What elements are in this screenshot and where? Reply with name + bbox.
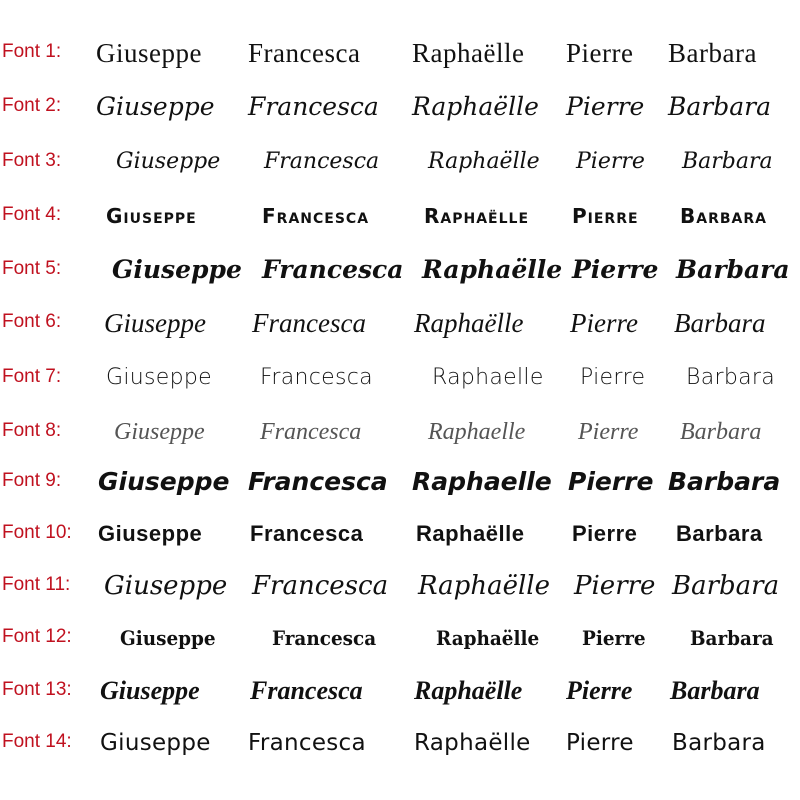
sample-name: Raphaëlle xyxy=(428,149,540,174)
sample-name: Raphaëlle xyxy=(418,571,550,601)
sample-name: Giuseppe xyxy=(96,92,215,121)
sample-name: Giuseppe xyxy=(100,676,200,705)
sample-name: Pierre xyxy=(572,255,659,284)
sample-name: Pierre xyxy=(566,92,645,121)
font-row-12 xyxy=(0,618,800,658)
sample-name: Raphaëlle xyxy=(412,38,525,68)
font-label: Font 1: xyxy=(2,41,62,62)
font-label: Font 9: xyxy=(2,470,62,491)
font-label: Font 13: xyxy=(2,679,72,700)
font-row-8 xyxy=(0,412,800,452)
sample-name: Raphaëlle xyxy=(414,308,524,338)
sample-name: Barbara xyxy=(682,149,773,174)
sample-name: Raphaëlle xyxy=(416,521,525,546)
sample-name: Raphaëlle xyxy=(422,255,563,284)
sample-name: Francesca xyxy=(248,467,388,496)
font-label: Font 10: xyxy=(2,522,72,543)
sample-name: Raphaelle xyxy=(428,419,526,445)
sample-name: Barbara xyxy=(680,419,762,445)
sample-name: Raphaelle xyxy=(412,467,552,496)
font-label: Font 6: xyxy=(2,311,62,332)
font-row-3 xyxy=(0,142,800,182)
sample-name: Barbara xyxy=(680,204,767,228)
sample-name: Barbara xyxy=(668,38,757,68)
font-label: Font 4: xyxy=(2,204,62,225)
sample-name: Giuseppe xyxy=(104,571,228,601)
sample-name: Pierre xyxy=(576,149,645,174)
font-row-6 xyxy=(0,303,800,343)
sample-name: Giuseppe xyxy=(96,38,202,68)
sample-name: Francesca xyxy=(252,308,366,338)
sample-name: Barbara xyxy=(674,308,766,338)
sample-name: Pierre xyxy=(570,308,638,338)
font-label: Font 7: xyxy=(2,366,62,387)
font-label: Font 14: xyxy=(2,731,72,752)
sample-name: Giuseppe xyxy=(114,419,205,445)
sample-name: Raphaëlle xyxy=(414,676,523,705)
sample-name: Francesca xyxy=(248,730,366,756)
sample-name: Francesca xyxy=(262,255,404,284)
sample-name: Raphaelle xyxy=(432,365,544,390)
sample-name: Pierre xyxy=(566,730,634,756)
sample-name: Barbara xyxy=(676,521,763,546)
sample-name: Barbara xyxy=(668,467,781,496)
sample-name: Pierre xyxy=(582,626,646,650)
sample-name: Giuseppe xyxy=(120,626,216,650)
sample-name: Barbara xyxy=(690,626,774,650)
sample-name: Pierre xyxy=(578,419,639,445)
sample-name: Giuseppe xyxy=(104,308,206,338)
sample-name: Giuseppe xyxy=(98,521,203,546)
font-label: Font 5: xyxy=(2,258,62,279)
sample-name: Francesca xyxy=(252,571,389,601)
font-row-9 xyxy=(0,462,800,502)
sample-name: Francesca xyxy=(272,626,377,650)
sample-name: Pierre xyxy=(572,204,639,228)
sample-name: Giuseppe xyxy=(106,204,197,228)
sample-name: Barbara xyxy=(676,255,790,284)
font-row-5 xyxy=(0,250,800,290)
sample-name: Pierre xyxy=(568,467,654,496)
sample-name: Giuseppe xyxy=(116,149,221,174)
sample-name: Giuseppe xyxy=(98,467,230,496)
sample-name: Francesca xyxy=(250,521,364,546)
font-row-11 xyxy=(0,566,800,606)
sample-name: Barbara xyxy=(686,365,776,390)
sample-name: Francesca xyxy=(262,204,370,228)
font-row-14 xyxy=(0,723,800,763)
sample-name: Barbara xyxy=(672,730,766,756)
font-row-7 xyxy=(0,358,800,398)
font-label: Font 12: xyxy=(2,626,72,647)
sample-name: Francesca xyxy=(260,365,373,390)
sample-name: Pierre xyxy=(572,521,638,546)
font-row-10 xyxy=(0,514,800,554)
sample-name: Barbara xyxy=(668,92,771,121)
font-label: Font 2: xyxy=(2,95,62,116)
sample-name: Barbara xyxy=(670,676,760,705)
font-row-4 xyxy=(0,196,800,236)
font-label: Font 3: xyxy=(2,150,62,171)
font-row-2 xyxy=(0,87,800,127)
sample-name: Francesca xyxy=(264,149,380,174)
font-row-13 xyxy=(0,671,800,711)
font-label: Font 11: xyxy=(2,574,71,595)
sample-name: Raphaëlle xyxy=(414,730,531,756)
sample-name: Pierre xyxy=(566,38,634,68)
sample-name: Giuseppe xyxy=(112,255,242,284)
sample-name: Raphaëlle xyxy=(436,626,540,650)
sample-name: Barbara xyxy=(672,571,780,601)
sample-name: Francesca xyxy=(260,419,362,445)
sample-name: Giuseppe xyxy=(106,365,212,390)
sample-name: Pierre xyxy=(580,365,646,390)
font-row-1 xyxy=(0,33,800,73)
sample-name: Raphaëlle xyxy=(424,204,530,228)
font-label: Font 8: xyxy=(2,420,62,441)
sample-name: Francesca xyxy=(248,92,379,121)
sample-name: Giuseppe xyxy=(100,730,211,756)
sample-name: Pierre xyxy=(574,571,656,601)
sample-name: Francesca xyxy=(248,38,361,68)
sample-name: Raphaëlle xyxy=(412,92,539,121)
sample-name: Pierre xyxy=(566,676,633,705)
sample-name: Francesca xyxy=(250,676,363,705)
